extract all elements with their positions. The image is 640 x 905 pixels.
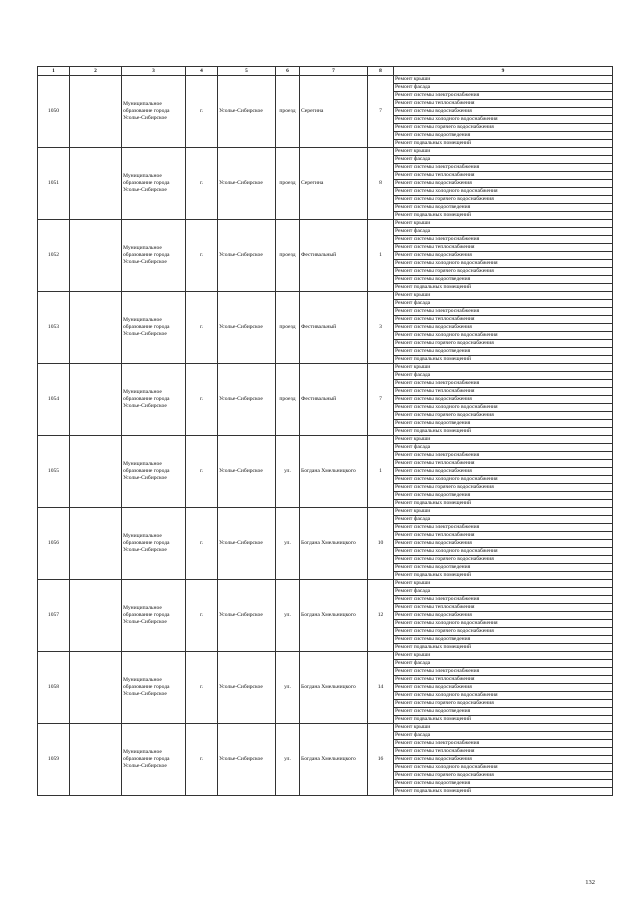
settlement-name: Усолье-Сибирское <box>218 724 276 796</box>
municipality-name: Муниципальное образование города Усолье-Сибирское <box>122 436 186 508</box>
empty-cell <box>70 148 122 220</box>
repair-work-item: Ремонт системы теплоснабжения <box>394 604 613 612</box>
record-number: 1052 <box>38 220 70 292</box>
repair-work-item: Ремонт фасада <box>394 156 613 164</box>
street-type: проезд <box>276 76 300 148</box>
municipality-name: Муниципальное образование города Усолье-Сибирское <box>122 652 186 724</box>
settlement-name: Усолье-Сибирское <box>218 652 276 724</box>
repair-work-item: Ремонт крыши <box>394 148 613 156</box>
repair-work-item: Ремонт системы горячего водоснабжения <box>394 268 613 276</box>
repair-work-item: Ремонт системы холодного водоснабжения <box>394 764 613 772</box>
settlement-name: Усолье-Сибирское <box>218 508 276 580</box>
house-number: 3 <box>368 292 394 364</box>
repair-work-item: Ремонт подвальных помещений <box>394 716 613 724</box>
settlement-name: Усолье-Сибирское <box>218 436 276 508</box>
header-cell-3: 3 <box>122 67 186 76</box>
settlement-name: Усолье-Сибирское <box>218 148 276 220</box>
house-number: 1 <box>368 220 394 292</box>
repair-work-item: Ремонт системы горячего водоснабжения <box>394 340 613 348</box>
repair-work-item: Ремонт фасада <box>394 372 613 380</box>
repair-work-item: Ремонт системы теплоснабжения <box>394 100 613 108</box>
repair-work-item: Ремонт фасада <box>394 516 613 524</box>
settlement-name: Усолье-Сибирское <box>218 220 276 292</box>
settlement-type: г. <box>186 364 218 436</box>
table-row <box>38 724 613 732</box>
empty-cell <box>70 652 122 724</box>
record-number: 1051 <box>38 148 70 220</box>
repair-work-item: Ремонт системы водоотведения <box>394 708 613 716</box>
table-row <box>38 364 613 372</box>
settlement-name: Усолье-Сибирское <box>218 292 276 364</box>
table-header <box>38 67 613 76</box>
street-name: Фестивальный <box>300 364 368 436</box>
repair-work-item: Ремонт системы электроснабжения <box>394 596 613 604</box>
empty-cell <box>70 436 122 508</box>
settlement-type: г. <box>186 292 218 364</box>
street-type: ул. <box>276 580 300 652</box>
house-number: 1 <box>368 436 394 508</box>
street-name: Богдана Хмельницкого <box>300 652 368 724</box>
repair-work-item: Ремонт системы теплоснабжения <box>394 316 613 324</box>
header-cell-5: 5 <box>218 67 276 76</box>
repair-work-item: Ремонт крыши <box>394 508 613 516</box>
repair-work-item: Ремонт системы водоснабжения <box>394 396 613 404</box>
municipality-name: Муниципальное образование города Усолье-Сибирское <box>122 220 186 292</box>
repair-work-item: Ремонт фасада <box>394 660 613 668</box>
repair-work-item: Ремонт системы водоотведения <box>394 348 613 356</box>
repair-work-item: Ремонт системы водоотведения <box>394 564 613 572</box>
empty-cell <box>70 508 122 580</box>
repair-work-item: Ремонт системы водоснабжения <box>394 684 613 692</box>
header-cell-1: 1 <box>38 67 70 76</box>
settlement-type: г. <box>186 652 218 724</box>
repair-work-item: Ремонт системы водоотведения <box>394 492 613 500</box>
repair-work-item: Ремонт системы теплоснабжения <box>394 172 613 180</box>
street-name: Богдана Хмельницкого <box>300 508 368 580</box>
street-type: проезд <box>276 148 300 220</box>
municipality-name: Муниципальное образование города Усолье-Сибирское <box>122 508 186 580</box>
repair-work-item: Ремонт системы холодного водоснабжения <box>394 620 613 628</box>
repair-work-item: Ремонт системы горячего водоснабжения <box>394 556 613 564</box>
municipality-name: Муниципальное образование города Усолье-Сибирское <box>122 148 186 220</box>
repair-work-item: Ремонт системы горячего водоснабжения <box>394 628 613 636</box>
header-cell-7: 7 <box>300 67 368 76</box>
street-name: Богдана Хмельницкого <box>300 436 368 508</box>
repair-work-item: Ремонт подвальных помещений <box>394 572 613 580</box>
municipality-name: Муниципальное образование города Усолье-Сибирское <box>122 724 186 796</box>
repair-work-item: Ремонт крыши <box>394 724 613 732</box>
repair-work-item: Ремонт системы электроснабжения <box>394 668 613 676</box>
repair-work-item: Ремонт системы холодного водоснабжения <box>394 692 613 700</box>
street-type: проезд <box>276 220 300 292</box>
house-number: 10 <box>368 508 394 580</box>
municipality-name: Муниципальное образование города Усолье-Сибирское <box>122 292 186 364</box>
repair-work-item: Ремонт подвальных помещений <box>394 644 613 652</box>
repair-work-item: Ремонт системы электроснабжения <box>394 92 613 100</box>
settlement-name: Усолье-Сибирское <box>218 580 276 652</box>
repair-work-item: Ремонт системы горячего водоснабжения <box>394 772 613 780</box>
record-number: 1054 <box>38 364 70 436</box>
repair-work-item: Ремонт подвальных помещений <box>394 788 613 796</box>
page-number: 132 <box>585 879 595 886</box>
table-row <box>38 580 613 588</box>
repair-work-item: Ремонт крыши <box>394 580 613 588</box>
repair-work-item: Ремонт системы водоснабжения <box>394 756 613 764</box>
housing-register-table <box>37 66 613 796</box>
repair-work-item: Ремонт системы горячего водоснабжения <box>394 196 613 204</box>
empty-cell <box>70 724 122 796</box>
record-number: 1056 <box>38 508 70 580</box>
empty-cell <box>70 292 122 364</box>
repair-work-item: Ремонт крыши <box>394 292 613 300</box>
table-row <box>38 148 613 156</box>
header-cell-9: 9 <box>394 67 613 76</box>
repair-work-item: Ремонт крыши <box>394 76 613 84</box>
header-cell-8: 8 <box>368 67 394 76</box>
header-cell-2: 2 <box>70 67 122 76</box>
repair-work-item: Ремонт подвальных помещений <box>394 428 613 436</box>
municipality-name: Муниципальное образование города Усолье-Сибирское <box>122 76 186 148</box>
repair-work-item: Ремонт системы водоотведения <box>394 132 613 140</box>
settlement-type: г. <box>186 436 218 508</box>
header-cell-4: 4 <box>186 67 218 76</box>
repair-work-item: Ремонт системы водоснабжения <box>394 324 613 332</box>
record-number: 1059 <box>38 724 70 796</box>
settlement-type: г. <box>186 220 218 292</box>
repair-work-item: Ремонт системы электроснабжения <box>394 236 613 244</box>
street-name: Серегина <box>300 148 368 220</box>
house-number: 14 <box>368 652 394 724</box>
repair-work-item: Ремонт системы электроснабжения <box>394 308 613 316</box>
repair-work-item: Ремонт системы горячего водоснабжения <box>394 700 613 708</box>
table-row <box>38 652 613 660</box>
repair-work-item: Ремонт крыши <box>394 436 613 444</box>
settlement-type: г. <box>186 724 218 796</box>
record-number: 1053 <box>38 292 70 364</box>
settlement-type: г. <box>186 148 218 220</box>
table-row <box>38 292 613 300</box>
repair-work-item: Ремонт крыши <box>394 652 613 660</box>
street-name: Фестивальный <box>300 292 368 364</box>
settlement-type: г. <box>186 580 218 652</box>
repair-work-item: Ремонт системы холодного водоснабжения <box>394 188 613 196</box>
street-type: проезд <box>276 364 300 436</box>
street-type: ул. <box>276 508 300 580</box>
repair-work-item: Ремонт системы холодного водоснабжения <box>394 548 613 556</box>
table-body <box>38 76 613 796</box>
repair-work-item: Ремонт системы холодного водоснабжения <box>394 260 613 268</box>
repair-work-item: Ремонт системы водоснабжения <box>394 180 613 188</box>
repair-work-item: Ремонт подвальных помещений <box>394 284 613 292</box>
repair-work-item: Ремонт фасада <box>394 444 613 452</box>
house-number: 16 <box>368 724 394 796</box>
empty-cell <box>70 220 122 292</box>
empty-cell <box>70 580 122 652</box>
street-name: Богдана Хмельницкого <box>300 724 368 796</box>
repair-work-item: Ремонт системы холодного водоснабжения <box>394 404 613 412</box>
repair-work-item: Ремонт системы водоотведения <box>394 204 613 212</box>
municipality-name: Муниципальное образование города Усолье-Сибирское <box>122 364 186 436</box>
repair-work-item: Ремонт системы горячего водоснабжения <box>394 484 613 492</box>
house-number: 7 <box>368 76 394 148</box>
table-row <box>38 76 613 84</box>
street-name: Серегина <box>300 76 368 148</box>
street-name: Фестивальный <box>300 220 368 292</box>
table-row <box>38 220 613 228</box>
repair-work-item: Ремонт системы холодного водоснабжения <box>394 476 613 484</box>
repair-work-item: Ремонт подвальных помещений <box>394 140 613 148</box>
street-type: ул. <box>276 436 300 508</box>
repair-work-item: Ремонт фасада <box>394 84 613 92</box>
repair-work-item: Ремонт системы холодного водоснабжения <box>394 116 613 124</box>
table-row <box>38 436 613 444</box>
repair-work-item: Ремонт крыши <box>394 364 613 372</box>
repair-work-item: Ремонт системы водоотведения <box>394 420 613 428</box>
house-number: 7 <box>368 364 394 436</box>
repair-work-item: Ремонт системы водоснабжения <box>394 540 613 548</box>
settlement-type: г. <box>186 76 218 148</box>
record-number: 1057 <box>38 580 70 652</box>
street-type: ул. <box>276 652 300 724</box>
record-number: 1055 <box>38 436 70 508</box>
repair-work-item: Ремонт системы теплоснабжения <box>394 532 613 540</box>
repair-work-item: Ремонт системы электроснабжения <box>394 524 613 532</box>
repair-work-item: Ремонт крыши <box>394 220 613 228</box>
repair-work-item: Ремонт системы водоснабжения <box>394 252 613 260</box>
municipality-name: Муниципальное образование города Усолье-Сибирское <box>122 580 186 652</box>
empty-cell <box>70 364 122 436</box>
house-number: 8 <box>368 148 394 220</box>
settlement-name: Усолье-Сибирское <box>218 76 276 148</box>
repair-work-item: Ремонт системы теплоснабжения <box>394 460 613 468</box>
table-row <box>38 508 613 516</box>
repair-work-item: Ремонт подвальных помещений <box>394 500 613 508</box>
street-type: проезд <box>276 292 300 364</box>
settlement-type: г. <box>186 508 218 580</box>
repair-work-item: Ремонт системы электроснабжения <box>394 452 613 460</box>
repair-work-item: Ремонт системы водоотведения <box>394 636 613 644</box>
repair-work-item: Ремонт фасада <box>394 588 613 596</box>
house-number: 12 <box>368 580 394 652</box>
repair-work-item: Ремонт системы холодного водоснабжения <box>394 332 613 340</box>
repair-work-item: Ремонт фасада <box>394 300 613 308</box>
repair-work-item: Ремонт системы водоснабжения <box>394 468 613 476</box>
repair-work-item: Ремонт системы горячего водоснабжения <box>394 124 613 132</box>
street-name: Богдана Хмельницкого <box>300 580 368 652</box>
street-type: ул. <box>276 724 300 796</box>
repair-work-item: Ремонт фасада <box>394 732 613 740</box>
repair-work-item: Ремонт системы водоснабжения <box>394 108 613 116</box>
record-number: 1058 <box>38 652 70 724</box>
repair-work-item: Ремонт системы горячего водоснабжения <box>394 412 613 420</box>
repair-work-item: Ремонт системы теплоснабжения <box>394 676 613 684</box>
repair-work-item: Ремонт подвальных помещений <box>394 356 613 364</box>
repair-work-item: Ремонт системы теплоснабжения <box>394 244 613 252</box>
repair-work-item: Ремонт системы электроснабжения <box>394 740 613 748</box>
repair-work-item: Ремонт системы теплоснабжения <box>394 748 613 756</box>
repair-work-item: Ремонт системы теплоснабжения <box>394 388 613 396</box>
repair-work-item: Ремонт системы электроснабжения <box>394 164 613 172</box>
repair-work-item: Ремонт системы электроснабжения <box>394 380 613 388</box>
settlement-name: Усолье-Сибирское <box>218 364 276 436</box>
repair-work-item: Ремонт системы водоснабжения <box>394 612 613 620</box>
repair-work-item: Ремонт фасада <box>394 228 613 236</box>
header-cell-6: 6 <box>276 67 300 76</box>
repair-work-item: Ремонт системы водоотведения <box>394 780 613 788</box>
repair-work-item: Ремонт системы водоотведения <box>394 276 613 284</box>
empty-cell <box>70 76 122 148</box>
record-number: 1050 <box>38 76 70 148</box>
repair-work-item: Ремонт подвальных помещений <box>394 212 613 220</box>
